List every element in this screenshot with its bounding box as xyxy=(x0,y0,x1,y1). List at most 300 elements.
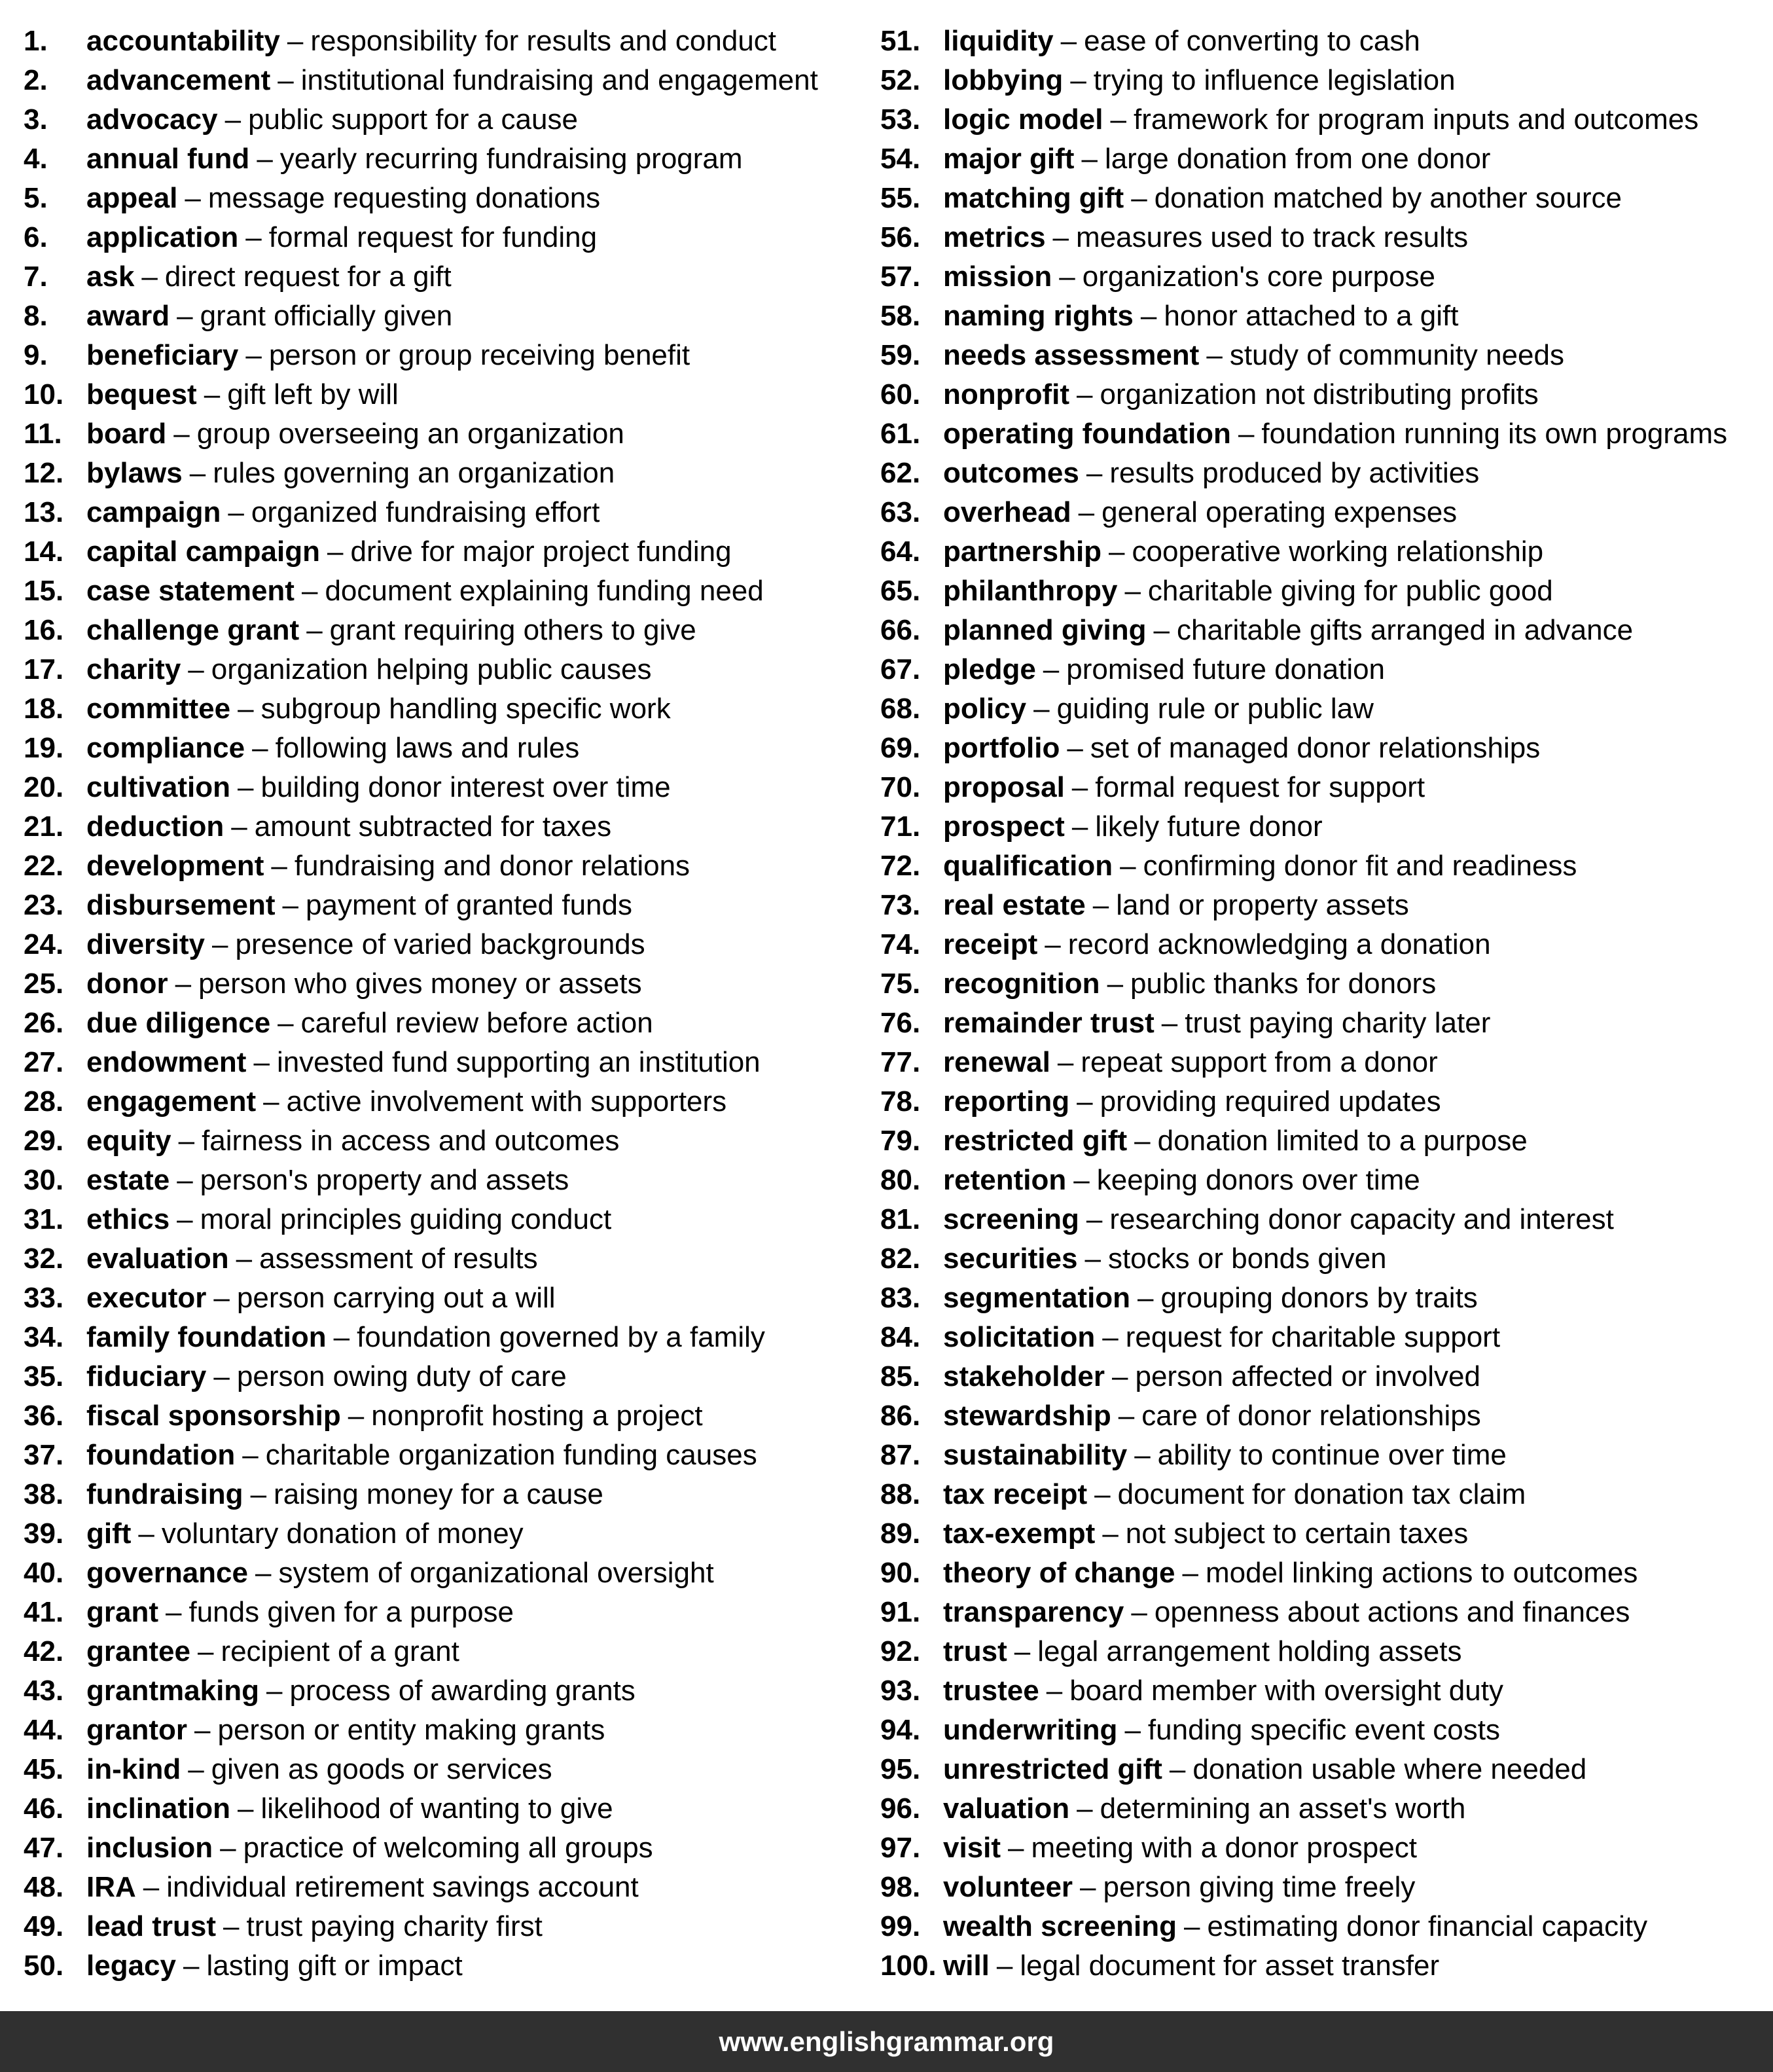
entry-number: 78. xyxy=(880,1085,921,1118)
entry-definition: amount subtracted for taxes xyxy=(254,810,612,843)
entry-definition: general operating expenses xyxy=(1101,496,1458,528)
entry-definition: fundraising and donor relations xyxy=(294,850,690,882)
glossary-entry xyxy=(880,1121,1773,1161)
entry-separator: – xyxy=(177,1164,193,1196)
entry-separator: – xyxy=(1059,261,1075,293)
glossary-entry xyxy=(880,1514,1773,1554)
entry-term: bylaws xyxy=(86,457,183,489)
entry-separator: – xyxy=(1081,143,1098,175)
entry-separator: – xyxy=(1084,1243,1101,1275)
entry-term: sustainability xyxy=(943,1439,1128,1471)
entry-separator: – xyxy=(224,103,242,136)
entry-separator: – xyxy=(183,1950,200,1982)
entry-definition: building donor interest over time xyxy=(260,771,671,803)
entry-definition: drive for major project funding xyxy=(350,536,732,568)
entry-definition: direct request for a gift xyxy=(164,261,452,293)
entry-definition: person giving time freely xyxy=(1103,1871,1416,1903)
entry-separator: – xyxy=(178,1125,195,1157)
entry-term: inclination xyxy=(86,1792,230,1825)
entry-separator: – xyxy=(1184,1910,1200,1942)
entry-number: 3. xyxy=(24,103,48,136)
entry-definition: lasting gift or impact xyxy=(206,1950,463,1982)
entry-separator: – xyxy=(278,1007,294,1039)
entry-term: reporting xyxy=(943,1085,1070,1118)
entry-number: 60. xyxy=(880,378,921,410)
glossary-entry xyxy=(24,1907,855,1946)
entry-separator: – xyxy=(1118,1400,1135,1432)
entry-number: 63. xyxy=(880,496,921,528)
glossary-entry xyxy=(880,1239,1773,1279)
entry-number: 6. xyxy=(24,221,48,253)
entry-definition: framework for program inputs and outcomes xyxy=(1133,103,1699,136)
glossary-entry xyxy=(880,1593,1773,1632)
entry-separator: – xyxy=(1124,575,1141,607)
entry-term: pledge xyxy=(943,653,1036,685)
entry-term: estate xyxy=(86,1164,170,1196)
entry-number: 2. xyxy=(24,64,48,96)
entry-definition: payment of granted funds xyxy=(306,889,632,921)
entry-separator: – xyxy=(231,810,247,843)
entry-separator: – xyxy=(1077,378,1093,410)
entry-definition: funding specific event costs xyxy=(1147,1714,1500,1746)
entry-term: endowment xyxy=(86,1046,247,1078)
glossary-entry xyxy=(24,1318,855,1357)
entry-number: 1. xyxy=(24,25,48,57)
entry-definition: repeat support from a donor xyxy=(1081,1046,1438,1078)
entry-definition: guiding rule or public law xyxy=(1056,693,1374,725)
entry-term: tax receipt xyxy=(943,1478,1088,1510)
entry-number: 42. xyxy=(24,1635,64,1667)
entry-number: 86. xyxy=(880,1400,921,1432)
entry-term: wealth screening xyxy=(943,1910,1177,1942)
entry-number: 39. xyxy=(24,1518,64,1550)
glossary-entry xyxy=(880,572,1773,611)
entry-number: 48. xyxy=(24,1871,64,1903)
entry-term: stakeholder xyxy=(943,1360,1105,1392)
entry-number: 61. xyxy=(880,418,921,450)
entry-term: portfolio xyxy=(943,732,1060,764)
glossary-entry xyxy=(24,1082,855,1121)
entry-separator: – xyxy=(1045,928,1061,960)
glossary-entry xyxy=(880,1868,1773,1907)
entry-definition: raising money for a cause xyxy=(274,1478,603,1510)
entry-separator: – xyxy=(266,1675,283,1707)
entry-definition: board member with oversight duty xyxy=(1069,1675,1503,1707)
glossary-entry xyxy=(24,689,855,729)
entry-separator: – xyxy=(1077,1085,1093,1118)
entry-term: transparency xyxy=(943,1596,1124,1628)
entry-number: 43. xyxy=(24,1675,64,1707)
entry-separator: – xyxy=(287,25,304,57)
entry-definition: meeting with a donor prospect xyxy=(1031,1832,1417,1864)
entry-term: underwriting xyxy=(943,1714,1118,1746)
entry-number: 8. xyxy=(24,300,48,332)
entry-term: bequest xyxy=(86,378,197,410)
entry-term: capital campaign xyxy=(86,536,321,568)
entry-definition: message requesting donations xyxy=(207,182,601,214)
entry-separator: – xyxy=(1161,1007,1178,1039)
entry-term: diversity xyxy=(86,928,205,960)
entry-separator: – xyxy=(1073,1164,1090,1196)
entry-definition: study of community needs xyxy=(1229,339,1564,371)
entry-separator: – xyxy=(1014,1635,1031,1667)
glossary-entry xyxy=(24,100,855,139)
entry-number: 82. xyxy=(880,1243,921,1275)
glossary-entry xyxy=(880,1200,1773,1239)
entry-number: 68. xyxy=(880,693,921,725)
entry-separator: – xyxy=(213,1282,230,1314)
glossary-entry xyxy=(880,414,1773,454)
entry-definition: determining an asset's worth xyxy=(1100,1792,1466,1825)
entry-definition: institutional fundraising and engagement xyxy=(300,64,818,96)
entry-number: 92. xyxy=(880,1635,921,1667)
entry-number: 76. xyxy=(880,1007,921,1039)
entry-definition: person owing duty of care xyxy=(236,1360,567,1392)
entry-separator: – xyxy=(996,1950,1013,1982)
glossary-entry xyxy=(24,532,855,572)
entry-number: 40. xyxy=(24,1557,64,1589)
entry-separator: – xyxy=(211,928,228,960)
entry-number: 12. xyxy=(24,457,64,489)
entry-separator: – xyxy=(213,1360,230,1392)
entry-term: application xyxy=(86,221,239,253)
entry-term: naming rights xyxy=(943,300,1134,332)
entry-number: 65. xyxy=(880,575,921,607)
entry-definition: organization not distributing profits xyxy=(1100,378,1539,410)
entry-number: 67. xyxy=(880,653,921,685)
entry-number: 52. xyxy=(880,64,921,96)
entry-term: ethics xyxy=(86,1203,170,1235)
entry-number: 96. xyxy=(880,1792,921,1825)
entry-term: outcomes xyxy=(943,457,1079,489)
entry-definition: following laws and rules xyxy=(275,732,580,764)
entry-term: cultivation xyxy=(86,771,231,803)
entry-separator: – xyxy=(1067,732,1083,764)
entry-term: fiscal sponsorship xyxy=(86,1400,341,1432)
entry-separator: – xyxy=(236,1243,253,1275)
entry-term: charity xyxy=(86,653,181,685)
entry-number: 49. xyxy=(24,1910,64,1942)
entry-term: operating foundation xyxy=(943,418,1231,450)
entry-number: 11. xyxy=(24,418,62,450)
entry-separator: – xyxy=(1086,1203,1103,1235)
entry-term: qualification xyxy=(943,850,1113,882)
entry-separator: – xyxy=(1071,810,1088,843)
glossary-column-left xyxy=(0,22,855,2011)
entry-definition: public thanks for donors xyxy=(1130,968,1437,1000)
glossary-entry xyxy=(880,1318,1773,1357)
entry-number: 24. xyxy=(24,928,64,960)
entry-separator: – xyxy=(188,1753,204,1785)
entry-definition: request for charitable support xyxy=(1125,1321,1501,1353)
entry-definition: formal request for support xyxy=(1095,771,1425,803)
entry-number: 29. xyxy=(24,1125,64,1157)
glossary-entry xyxy=(24,729,855,768)
entry-number: 37. xyxy=(24,1439,64,1471)
entry-number: 50. xyxy=(24,1950,64,1982)
entry-term: tax-exempt xyxy=(943,1518,1096,1550)
entry-definition: system of organizational oversight xyxy=(278,1557,714,1589)
glossary-entry xyxy=(24,22,855,61)
glossary-entry xyxy=(24,572,855,611)
entry-definition: grant requiring others to give xyxy=(329,614,696,646)
entry-separator: – xyxy=(141,261,158,293)
entry-number: 31. xyxy=(24,1203,64,1235)
entry-number: 4. xyxy=(24,143,48,175)
entry-term: theory of change xyxy=(943,1557,1175,1589)
entry-definition: organization helping public causes xyxy=(211,653,652,685)
entry-number: 81. xyxy=(880,1203,921,1235)
entry-term: trust xyxy=(943,1635,1007,1667)
entry-separator: – xyxy=(1109,536,1125,568)
entry-separator: – xyxy=(348,1400,365,1432)
entry-term: major gift xyxy=(943,143,1075,175)
entry-definition: donation matched by another source xyxy=(1154,182,1622,214)
entry-separator: – xyxy=(188,653,204,685)
glossary-entry xyxy=(880,964,1773,1004)
entry-separator: – xyxy=(1134,1439,1151,1471)
entry-definition: donation usable where needed xyxy=(1192,1753,1587,1785)
entry-separator: – xyxy=(252,732,268,764)
entry-number: 57. xyxy=(880,261,921,293)
entry-definition: keeping donors over time xyxy=(1096,1164,1420,1196)
entry-term: advancement xyxy=(86,64,271,96)
entry-number: 35. xyxy=(24,1360,64,1392)
entry-number: 33. xyxy=(24,1282,64,1314)
entry-separator: – xyxy=(1124,1714,1141,1746)
entry-separator: – xyxy=(1137,1282,1154,1314)
entry-number: 41. xyxy=(24,1596,64,1628)
entry-term: matching gift xyxy=(943,182,1124,214)
entry-definition: public support for a cause xyxy=(248,103,578,136)
entry-term: grantor xyxy=(86,1714,187,1746)
entry-definition: funds given for a purpose xyxy=(188,1596,514,1628)
entry-definition: rules governing an organization xyxy=(213,457,615,489)
entry-separator: – xyxy=(1060,25,1077,57)
entry-separator: – xyxy=(1134,1125,1151,1157)
entry-definition: document for donation tax claim xyxy=(1117,1478,1526,1510)
glossary-entry xyxy=(24,807,855,846)
entry-definition: assessment of results xyxy=(259,1243,538,1275)
entry-term: unrestricted gift xyxy=(943,1753,1162,1785)
glossary-entry xyxy=(880,1632,1773,1671)
entry-number: 88. xyxy=(880,1478,921,1510)
entry-definition: care of donor relationships xyxy=(1141,1400,1481,1432)
entry-term: appeal xyxy=(86,182,178,214)
glossary-entry xyxy=(24,414,855,454)
glossary-entry xyxy=(24,454,855,493)
glossary-entry xyxy=(24,1200,855,1239)
entry-term: solicitation xyxy=(943,1321,1096,1353)
entry-definition: person or group receiving benefit xyxy=(268,339,690,371)
entry-separator: – xyxy=(1078,496,1095,528)
entry-definition: openness about actions and finances xyxy=(1154,1596,1630,1628)
entry-separator: – xyxy=(177,300,193,332)
entry-separator: – xyxy=(255,1557,272,1589)
entry-separator: – xyxy=(1086,457,1103,489)
entry-term: proposal xyxy=(943,771,1065,803)
glossary-entry xyxy=(24,218,855,257)
entry-term: family foundation xyxy=(86,1321,327,1353)
entry-definition: foundation running its own programs xyxy=(1261,418,1728,450)
entry-number: 93. xyxy=(880,1675,921,1707)
glossary-entry xyxy=(24,925,855,964)
glossary-entry xyxy=(24,1554,855,1593)
entry-separator: – xyxy=(1033,693,1050,725)
entry-term: beneficiary xyxy=(86,339,239,371)
entry-separator: – xyxy=(1052,221,1069,253)
entry-definition: researching donor capacity and interest xyxy=(1109,1203,1614,1235)
glossary-entry xyxy=(24,375,855,414)
entry-term: needs assessment xyxy=(943,339,1200,371)
glossary-entry xyxy=(880,22,1773,61)
entry-number: 79. xyxy=(880,1125,921,1157)
entry-definition: group overseeing an organization xyxy=(196,418,624,450)
entry-separator: – xyxy=(1182,1557,1198,1589)
entry-definition: subgroup handling specific work xyxy=(260,693,671,725)
entry-term: deduction xyxy=(86,810,224,843)
entry-term: metrics xyxy=(943,221,1046,253)
entry-number: 95. xyxy=(880,1753,921,1785)
glossary-entry xyxy=(880,611,1773,650)
entry-separator: – xyxy=(189,457,206,489)
glossary-entry xyxy=(24,1593,855,1632)
entry-definition: individual retirement savings account xyxy=(166,1871,639,1903)
glossary-entry xyxy=(880,257,1773,297)
entry-definition: organized fundraising effort xyxy=(251,496,600,528)
entry-definition: person carrying out a will xyxy=(236,1282,556,1314)
entry-number: 13. xyxy=(24,496,64,528)
glossary-entry xyxy=(880,1396,1773,1436)
entry-term: volunteer xyxy=(943,1871,1073,1903)
entry-term: partnership xyxy=(943,536,1102,568)
entry-term: grantee xyxy=(86,1635,190,1667)
entry-number: 23. xyxy=(24,889,64,921)
glossary-entry xyxy=(880,729,1773,768)
glossary-entry xyxy=(880,61,1773,100)
entry-definition: charitable gifts arranged in advance xyxy=(1176,614,1634,646)
entry-definition: invested fund supporting an institution xyxy=(276,1046,761,1078)
entry-separator: – xyxy=(333,1321,350,1353)
entry-term: evaluation xyxy=(86,1243,229,1275)
glossary-column-right xyxy=(855,22,1773,2011)
entry-term: valuation xyxy=(943,1792,1070,1825)
entry-term: foundation xyxy=(86,1439,236,1471)
entry-term: grantmaking xyxy=(86,1675,260,1707)
entry-separator: – xyxy=(166,1596,182,1628)
entry-definition: model linking actions to outcomes xyxy=(1205,1557,1638,1589)
glossary-entry xyxy=(24,1946,855,1986)
entry-definition: large donation from one donor xyxy=(1104,143,1491,175)
glossary-entry xyxy=(880,1436,1773,1475)
entry-definition: gift left by will xyxy=(227,378,399,410)
entry-separator: – xyxy=(1110,103,1126,136)
glossary-entry xyxy=(880,1004,1773,1043)
glossary-entry xyxy=(880,1946,1773,1986)
entry-definition: cooperative working relationship xyxy=(1132,536,1544,568)
entry-definition: person who gives money or assets xyxy=(198,968,642,1000)
glossary-entry xyxy=(24,1632,855,1671)
entry-number: 83. xyxy=(880,1282,921,1314)
entry-number: 15. xyxy=(24,575,64,607)
entry-definition: given as goods or services xyxy=(211,1753,552,1785)
entry-number: 54. xyxy=(880,143,921,175)
glossary-entry xyxy=(880,1750,1773,1789)
glossary-entry xyxy=(24,1671,855,1711)
glossary-entry xyxy=(880,179,1773,218)
entry-term: prospect xyxy=(943,810,1065,843)
entry-number: 89. xyxy=(880,1518,921,1550)
glossary-entry xyxy=(880,454,1773,493)
entry-term: screening xyxy=(943,1203,1079,1235)
entry-separator: – xyxy=(282,889,298,921)
entry-number: 53. xyxy=(880,103,921,136)
glossary-entry xyxy=(880,925,1773,964)
entry-term: committee xyxy=(86,693,231,725)
entry-number: 62. xyxy=(880,457,921,489)
glossary-entry xyxy=(24,886,855,925)
entry-definition: person's property and assets xyxy=(200,1164,569,1196)
footer-url[interactable]: www.englishgrammar.org xyxy=(719,2026,1054,2057)
entry-term: annual fund xyxy=(86,143,250,175)
entry-separator: – xyxy=(1153,614,1170,646)
entry-definition: voluntary donation of money xyxy=(161,1518,524,1550)
entry-separator: – xyxy=(177,1203,193,1235)
glossary-entry xyxy=(880,1711,1773,1750)
entry-separator: – xyxy=(138,1518,154,1550)
entry-separator: – xyxy=(1094,1478,1111,1510)
entry-definition: formal request for funding xyxy=(268,221,598,253)
entry-term: equity xyxy=(86,1125,171,1157)
glossary-entry xyxy=(24,179,855,218)
entry-definition: document explaining funding need xyxy=(325,575,764,607)
entry-number: 99. xyxy=(880,1910,921,1942)
entry-number: 46. xyxy=(24,1792,64,1825)
glossary-entry xyxy=(24,1161,855,1200)
glossary-entry xyxy=(880,100,1773,139)
glossary-entry xyxy=(24,1121,855,1161)
entry-term: receipt xyxy=(943,928,1038,960)
entry-number: 69. xyxy=(880,732,921,764)
entry-separator: – xyxy=(245,339,262,371)
entry-number: 90. xyxy=(880,1557,921,1589)
entry-separator: – xyxy=(1111,1360,1128,1392)
entry-definition: ease of converting to cash xyxy=(1084,25,1420,57)
entry-term: disbursement xyxy=(86,889,276,921)
entry-definition: charitable organization funding causes xyxy=(265,1439,757,1471)
glossary-entry xyxy=(24,1828,855,1868)
entry-number: 94. xyxy=(880,1714,921,1746)
entry-definition: confirming donor fit and readiness xyxy=(1143,850,1577,882)
entry-term: overhead xyxy=(943,496,1071,528)
entry-term: compliance xyxy=(86,732,245,764)
entry-definition: nonprofit hosting a project xyxy=(371,1400,703,1432)
entry-term: logic model xyxy=(943,103,1103,136)
entry-separator: – xyxy=(1043,653,1060,685)
entry-term: governance xyxy=(86,1557,248,1589)
glossary-entry xyxy=(24,1239,855,1279)
entry-definition: responsibility for results and conduct xyxy=(310,25,777,57)
entry-number: 28. xyxy=(24,1085,64,1118)
entry-definition: active involvement with supporters xyxy=(286,1085,727,1118)
glossary-entry xyxy=(880,297,1773,336)
entry-separator: – xyxy=(238,1792,254,1825)
entry-term: donor xyxy=(86,968,168,1000)
entry-number: 22. xyxy=(24,850,64,882)
glossary-entry xyxy=(24,1789,855,1828)
glossary-entry xyxy=(24,336,855,375)
glossary-entry xyxy=(24,1436,855,1475)
